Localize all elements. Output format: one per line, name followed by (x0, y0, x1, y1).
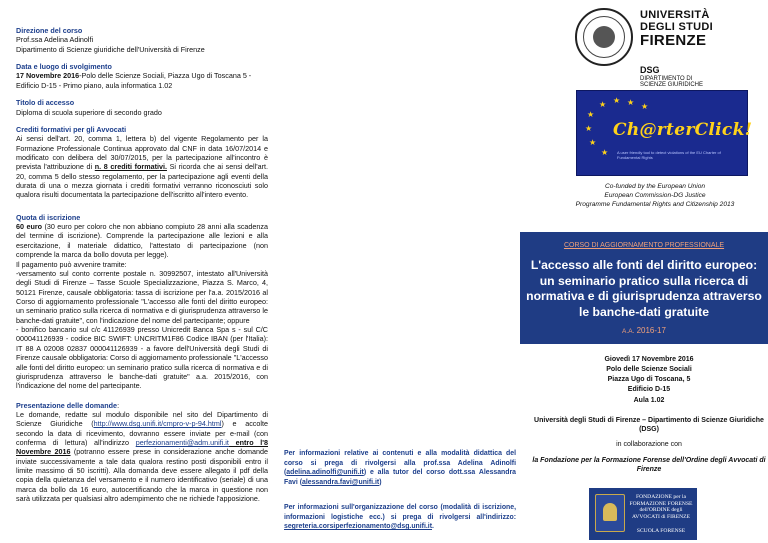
domande-heading: Presentazione delle domande (16, 400, 118, 410)
domande-text-1: Le domande, redatte sul modulo disponibile nel sito del Dipartimento di Scienze Giuridiche ( (16, 409, 268, 429)
data-section (16, 62, 268, 90)
quota-heading: Quota di iscrizione (16, 212, 81, 222)
direzione-name: Prof.ssa Adelina Adinolfi (16, 35, 94, 45)
domande-text-2: ) e accolte secondo la data di ricevimento, dovranno essere inviate per e-mail (con conferma di lettura) all'indirizzo (16, 419, 268, 448)
forense-school-text: SCUOLA FORENSE (636, 528, 686, 534)
charterclick-subtitle: A user friendly tool to detect violations of the EU Charter of Fundamental Rights (617, 150, 721, 160)
direzione-heading: Direzione del corso (16, 26, 83, 35)
domande-section (16, 401, 268, 504)
direzione-dept: Dipartimento di Scienze giuridiche dell'Università di Firenze (16, 44, 205, 54)
star-icon: ★ (589, 138, 597, 147)
dsg-line-2: SCIENZE GIURIDICHE (640, 82, 704, 89)
adinolfi-email-link[interactable]: adelina.adinolfi@unifi.it (286, 469, 364, 477)
cofund-line-2: European Commission-DG Justice (604, 191, 706, 199)
star-icon: ★ (627, 98, 635, 107)
info-contenuti-text-2: ) e alla tutor del corso dott.ssa Alessandra Favi ( (284, 469, 516, 486)
star-icon: ★ (601, 148, 609, 157)
dsg-modulo-link[interactable]: http://www.dsg.unifi.it/cmpro-v-p-94.html (93, 419, 222, 429)
quota-section (16, 213, 268, 391)
titolo-text: Diploma di scuola superiore di secondo grado (16, 107, 162, 117)
cofund-note (545, 183, 765, 210)
data-place: -Polo delle Scienze Sociali, Piazza Ugo di Toscana 5 - Edificio D-15 - Primo piano, aula informatica 1.02 (16, 71, 252, 90)
star-icon: ★ (641, 102, 649, 111)
event-address: Piazza Ugo di Toscana, 5 (607, 376, 691, 384)
quota-text-2: Il pagamento può avvenire tramite: (16, 259, 127, 269)
course-title: L'accesso alle fonti del diritto europeo: un seminario pratico sulla ricerca di normativa e di giurisprudenza attraverso le banche-dati gratuite (526, 258, 762, 319)
event-venue: Polo delle Scienze Sociali (606, 366, 692, 374)
organizing-dept: Università degli Studi di Firenze – Dipartimento di Scienze Giuridiche (DSG) (534, 417, 764, 434)
forense-logo-text: FONDAZIONE per la FORMAZIONE FORENSE dell'ORDINE degli AVVOCATI di FIRENZE (629, 494, 693, 521)
crediti-text-1: Ai sensi dell'art. 20, comma 1, lettera b) del vigente Regolamento per la Formazione Professionale Continua approvato dal CNF in data 16/07/2014 e modificato con delibera del 30/07/2015, per la partecipazione all'incontro è prevista l'attribuzione di (16, 134, 268, 172)
university-logo-text (640, 10, 713, 49)
event-date: Giovedì 17 Novembre 2016 (604, 356, 694, 363)
crediti-heading: Crediti formativi per gli Avvocati (16, 124, 127, 134)
star-icon: ★ (599, 100, 607, 109)
info-contenuti-text: Per informazioni relative ai contenuti e alla modalità didattica del corso si prega di rivolgersi alla prof.ssa Adelina Adinolfi ( (284, 450, 516, 477)
star-icon: ★ (587, 110, 595, 119)
academic-year-value: 2016-17 (636, 326, 666, 335)
perfezionamenti-email-link[interactable]: perfezionamenti@adm.unifi.it (135, 438, 229, 448)
quota-text-3: -versamento sul conto corrente postale n. 30992507, intestato all'Università degli Studi di Firenze – Tasse Scuole Specializzazione, Piazza S. Marco, 4, 50121 Firenze, causale obbligatoria: tassa di iscrizione per l'a.a. 2015/2016 al Corso di aggiornamento professionale "L'accesso alle fonti del diritto europeo: un seminario pratico sulla ricerca di normativa e di giurisprudenza attraverso le banche-dati gratuite", con l'indicazione del nome del partecipante; oppure (16, 268, 268, 325)
cofund-line-3: Programme Fundamental Rights and Citizenship 2013 (575, 200, 735, 208)
crediti-text-2: Si ricorda che ai sensi dell'art. 20, comma 5 dello stesso regolamento, per la partecipazione agli eventi della durata di una o mezza giornata i crediti formativi verranno riconosciuti solo qualora risulti documentata la partecipazione dell'iscritto all'intero evento. (16, 162, 268, 200)
domande-deadline: entro l'8 Novembre 2016 (16, 438, 268, 457)
titolo-heading: Titolo di accesso (16, 98, 75, 108)
star-icon: ★ (585, 124, 593, 133)
quota-amount: 60 euro (16, 222, 43, 232)
academic-year (520, 326, 768, 336)
data-heading: Data e luogo di svolgimento (16, 62, 112, 72)
domande-text-3: (potranno essere prese in considerazione anche domande inviate successivamente a tale data qualora restino posti disponibili entro il limite massimo di 50 iscritti). Alla domanda deve essere allegato il pdf della copia della quietanza del versamento e il numero identificativo (seriale) di una marca da bollo da 16 euro, autocertificando che la marca in questione non sarà utilizzata per qualsiasi altro adempimento che ne richiede l'apposizione. (16, 447, 269, 504)
forense-emblem-icon (595, 494, 625, 532)
event-room: Aula 1.02 (633, 396, 665, 404)
charterclick-logo (576, 90, 753, 176)
cofund-line-1: Co-funded by the European Union (604, 183, 706, 190)
direzione-section (16, 26, 268, 54)
crediti-section (16, 125, 268, 200)
info-contenuti-text-3: ) (379, 478, 382, 486)
charterclick-title: Ch@rterClick! (613, 120, 753, 140)
quota-text-4: - bonifico bancario sul c/c 41126939 presso Unicredit Banca Spa s - sul C/C 000041126939 - codice BIC SWIFT: UNCRITM1F86 Codice IBAN (per l'Italia): IT 88 A 02008 02837 000041126939 - a favore dell'Università degli Studi di Firenze causale obbligatoria: Corso di aggiornamento professionale "L'accesso alle fonti del diritto europeo: un seminario pratico sulla ricerca di normativa e di giurisprudenza attraverso le banche-dati gratuite" a.a. 2015/2016, con l'indicazione del nome del partecipante. (16, 325, 268, 391)
university-seal-icon (575, 8, 633, 66)
star-icon: ★ (613, 96, 621, 105)
info-contenuti (284, 449, 516, 488)
segreteria-email-link[interactable]: segreteria.corsiperfezionamento@dsg.unifi.it (284, 523, 433, 531)
collaboration-label: in collaborazione con (616, 441, 682, 448)
data-date: 17 Novembre 2016 (16, 71, 80, 81)
fondazione-partner: la Fondazione per la Formazione Forense dell'Ordine degli Avvocati di Firenze (532, 457, 766, 474)
crediti-number: n. 8 crediti formativi. (94, 162, 167, 172)
dsg-abbr: DSG (640, 65, 660, 75)
dsg-line-1: DIPARTIMENTO DI (640, 75, 693, 82)
domande-colon: : (117, 400, 120, 410)
course-type-tag: CORSO DI AGGIORNAMENTO PROFESSIONALE (563, 242, 725, 249)
event-building: Edificio D-15 (627, 386, 671, 394)
event-details (530, 355, 768, 406)
quota-text-1: (30 euro per coloro che non abbiano compiuto 28 anni alla scadenza del termine di iscrizione). Comprende la partecipazione alle lezioni e alla esercitazione, il materiale didattico, l'attestato di partecipazione (non comprende la marca da bollo dovuta per legge). (16, 222, 268, 260)
info-organizzazione-end: . (432, 523, 434, 531)
info-organizzazione (284, 503, 516, 532)
dsg-logo (640, 66, 703, 89)
fondazione-forense-logo (589, 488, 697, 540)
course-title-banner (520, 232, 768, 344)
academic-year-label: A.A. (622, 328, 635, 335)
titolo-section (16, 98, 268, 117)
uni-line-1: UNIVERSITÀ (640, 9, 710, 21)
info-organizzazione-text: Per informazioni sull'organizzazione del corso (modalità di iscrizione, informazioni logistiche ecc.) si prega di rivolgersi all'indirizzo: (284, 504, 516, 521)
favi-email-link[interactable]: alessandra.favi@unifi.it (302, 478, 380, 486)
uni-line-3: FIRENZE (640, 32, 707, 50)
uni-line-2: DEGLI STUDI (640, 20, 713, 33)
left-column (16, 26, 268, 504)
